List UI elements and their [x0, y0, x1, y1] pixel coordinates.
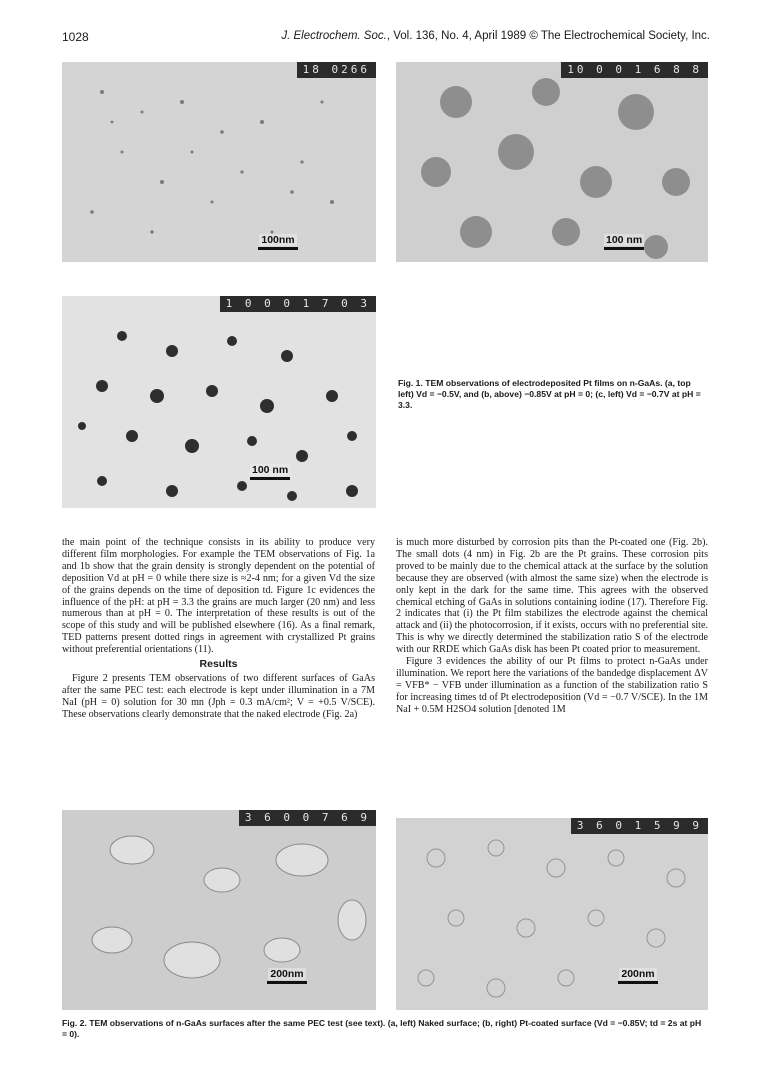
fig1c-scale-line — [250, 477, 290, 480]
fig1b-photo — [396, 62, 708, 262]
fig1a-scale-bar — [258, 234, 298, 250]
fig2b-scale-line — [618, 981, 658, 984]
right-column — [396, 537, 708, 716]
fig1c-photo — [62, 296, 376, 508]
fig1b-scale-label: 100 nm — [606, 234, 643, 246]
fig2a-photo — [62, 810, 376, 1010]
left-paragraph-2: Figure 2 presents TEM observations of two different surfaces of GaAs after the same PEC test: each electrode is kept under illumination in a 7M NaI (pH = 0) solution for 30 mn (Jph = 0.3 mA/cm²; V = +0.5 V/SCE). These observations clearly demonstrate that the naked electrode (Fig. 2a) — [62, 672, 375, 720]
fig1b-scale-line — [604, 247, 644, 250]
fig2a-scale-line — [267, 981, 307, 984]
right-paragraph-2: Figure 3 evidences the ability of our Pt films to protect n-GaAs under illumination. We report here the variations of the bandedge displacement ΔV = VFB* − VFB under illumination as a function of the stabilization ratio S for increasing times td of Pt electrodeposition (Vd = −0.7 V/SCE). In the 1M NaI + 0.5M H2SO4 solution [denoted 1M — [396, 656, 708, 715]
fig1b-texture — [396, 62, 708, 262]
running-header — [62, 30, 710, 46]
left-column — [62, 537, 375, 721]
left-paragraph-1: the main point of the technique consists in its ability to produce very different film morphologies. For example the TEM observations of Fig. 1a and 1b show that the grain density is strongly dependent on the potential of deposition Vd at pH = 0 while there size is ≈2-4 nm; for a given Vd the size of the grains depends on the time of deposition td. Figure 1c evidences the influence of the pH: at pH = 3.3 the grains are much larger (20 nm) and less numerous than at pH = 0. The interpretation of these results is out of the scope of this study and will be published elsewhere (16). As a final remark, TED patterns present dotted rings in agreement with crystallized Pt grains without preferential orientations (11). — [62, 537, 375, 656]
fig2a-texture — [62, 810, 376, 1010]
fig1a-negative-number: 18 0266 — [297, 62, 376, 78]
fig2b-negative-number: 3 6 0 1 5 9 9 — [571, 818, 708, 834]
journal-name: J. Electrochem. Soc. — [281, 30, 387, 42]
fig1b-negative-number: 10 0 0 1 6 8 8 — [561, 62, 708, 78]
fig2a-scale-bar — [267, 968, 307, 984]
journal-citation — [281, 30, 710, 42]
fig1c-scale-label: 100 nm — [252, 464, 289, 476]
fig1-caption: Fig. 1. TEM observations of electrodeposited Pt films on n-GaAs. (a, top left) Vd = −0.5V, and (b, above) −0.85V at pH = 0; (c, left) Vd = −0.7V at pH = 3.3. — [398, 378, 701, 410]
fig1c-negative-number: 1 0 0 0 1 7 0 3 — [220, 296, 376, 312]
fig2a-negative-number: 3 6 0 0 7 6 9 — [239, 810, 376, 826]
journal-volume: , Vol. 136, No. 4, April 1989 © The Electrochemical Society, Inc. — [386, 30, 710, 42]
fig1a-texture — [62, 62, 376, 262]
fig1a-photo — [62, 62, 376, 262]
fig1c-texture — [62, 296, 376, 508]
fig2b-scale-bar — [618, 968, 658, 984]
fig1a-scale-line — [258, 247, 298, 250]
page-number: 1028 — [62, 30, 89, 44]
fig2b-scale-label: 200nm — [621, 968, 655, 980]
fig2-caption: Fig. 2. TEM observations of n-GaAs surfaces after the same PEC test (see text). (a, left) Naked surface; (b, right) Pt-coated surface (Vd = −0.85V; td = 2s at pH = 0). — [62, 1018, 702, 1039]
results-heading: Results — [199, 658, 238, 671]
fig2b-texture — [396, 818, 708, 1010]
fig2b-photo — [396, 818, 708, 1010]
fig1b-scale-bar — [604, 234, 644, 250]
right-paragraph-1: is much more disturbed by corrosion pits than the Pt-coated one (Fig. 2b). The small dots (4 nm) in Fig. 2b are the Pt grains. These corrosion pits proved to be mainly due to the chemical attack at the surface by the solution because they are observed (with almost the same size) when the electrode is only kept in the dark for the same time. This agrees with the observed chemical etching of GaAs in solutions containing iodine (17). Therefore Fig. 2 indicates that (i) the Pt film stabilizes the electrode against the chemical attack and (ii) the photocorrosion, if it exists, occurs with no preferential site. This is why we directly determined the stabilization ratio S of the electrode with our RRDE which GaAs disk has been Pt coated prior to measurement. — [396, 537, 708, 656]
fig2a-scale-label: 200nm — [270, 968, 304, 980]
fig1c-scale-bar — [250, 464, 290, 480]
fig1a-scale-label: 100nm — [261, 234, 295, 246]
